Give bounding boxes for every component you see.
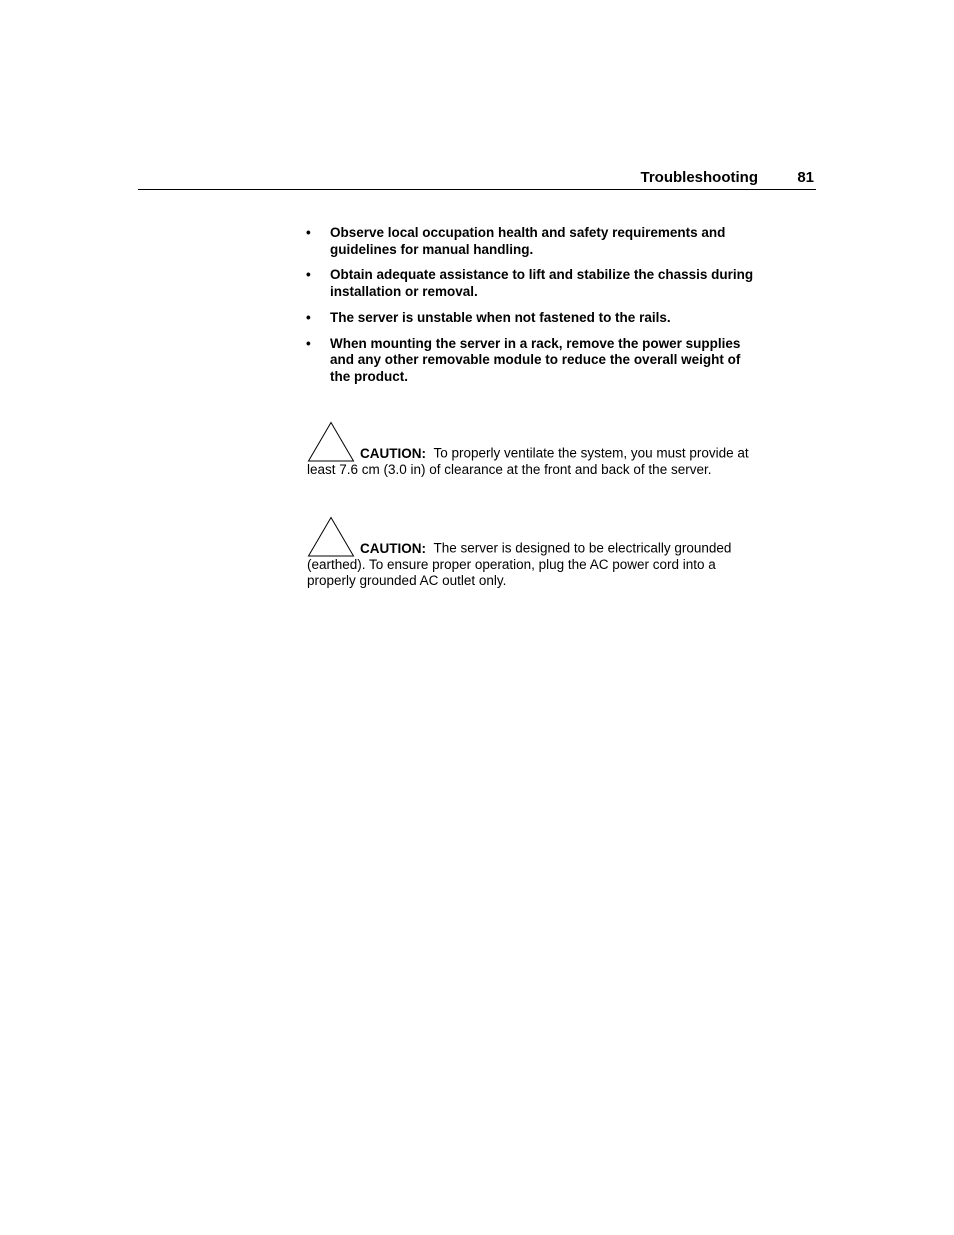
bullet-marker: •: [306, 309, 311, 325]
bullet-marker: •: [306, 267, 311, 283]
caution-text: To properly ventilate the system, you must provide at least 7.6 cm (3.0 in) of clearance at the front and back of the server.: [307, 445, 749, 477]
bullet-marker: •: [306, 225, 311, 240]
running-header: [138, 166, 816, 190]
caution-text: The server is designed to be electrically grounded (earthed). To ensure proper operation, plug the AC power cord into a properly grounded AC outlet only.: [307, 540, 732, 589]
header-title: Troubleshooting: [640, 169, 758, 186]
caution-grounding: [307, 516, 762, 590]
bullet-text: Obtain adequate assistance to lift and stabilize the chassis during installation or removal.: [330, 267, 754, 300]
safety-bullet-list: [306, 225, 761, 395]
caution-triangle-icon: [307, 516, 355, 557]
caution-label: CAUTION:: [360, 540, 426, 556]
list-item: [306, 267, 761, 300]
bullet-text: When mounting the server in a rack, remove the power supplies and any other removable module to reduce the overall weight of the product.: [330, 335, 741, 384]
bullet-marker: •: [306, 335, 311, 351]
list-item: [306, 336, 761, 386]
bullet-text: The server is unstable when not fastened to the rails.: [330, 309, 671, 325]
caution-triangle-icon: [307, 421, 355, 462]
caution-ventilation: [307, 421, 762, 478]
list-item: [306, 225, 761, 258]
list-item: [306, 310, 761, 327]
caution-label: CAUTION:: [360, 445, 426, 461]
bullet-text: Observe local occupation health and safety requirements and guidelines for manual handling.: [330, 225, 726, 257]
page-number: 81: [797, 169, 814, 186]
